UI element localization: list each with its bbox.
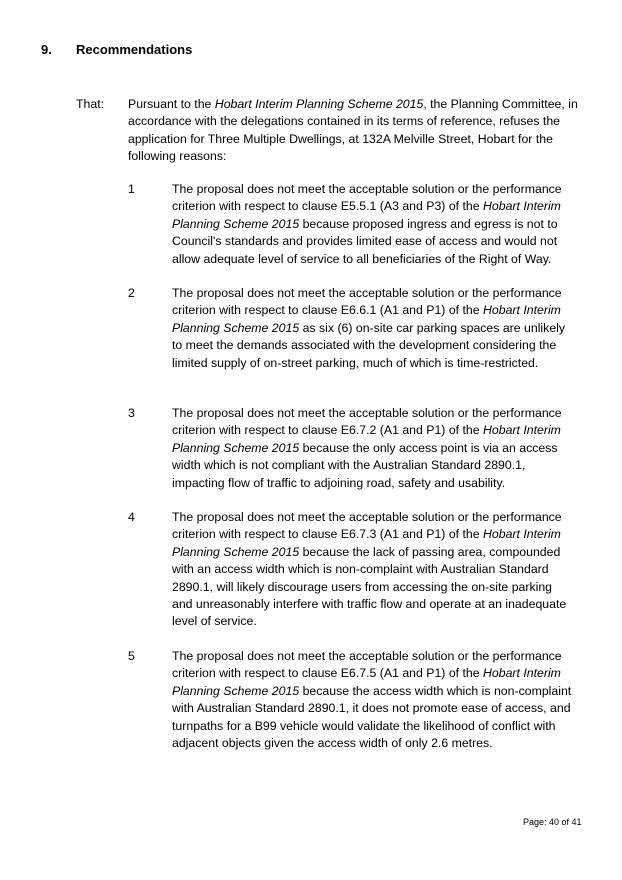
reason-number: 3 [128,406,135,420]
that-label: That: [76,97,105,111]
reason-text: The proposal does not meet the acceptable solution or the performance criterion with respect to clause E6.6.1 (A1 and P1) of the Hobart Interim Planning Scheme 2015 as six (6) on-site car parking spaces are unlikely to meet the demands associated with the development considering the limited supply of on-street parking, much of which is time-restricted. [172,286,566,370]
reason-text: The proposal does not meet the acceptable solution or the performance criterion with respect to clause E6.7.3 (A1 and P1) of the Hobart Interim Planning Scheme 2015 because the lack of passing area, compounded with an access width which is non-complaint with Australian Standard 2890.1, will likely discourage users from accessing the on-site parking and unreasonably interfere with traffic flow and operate at an inadequate level of service. [172,510,567,629]
section-heading [0,41,622,59]
intro-paragraph [128,96,583,166]
section-title: Recommendations [76,42,193,57]
intro-scheme: Hobart Interim Planning Scheme 2015 [214,97,424,111]
intro-post: , the Planning Committee, in accordance with the delegations contained in its terms of reference, refuses the application for Three Multiple Dwellings, at 132A Melville Street, Hobart for the following reasons: [128,97,578,164]
reason-text: The proposal does not meet the acceptable solution or the performance criterion with respect to clause E5.5.1 (A3 and P3) of the Hobart Interim Planning Scheme 2015 because proposed ingress and egress is not to Council's standards and provides limited ease of access and would not allow adequate level of service to all beneficiaries of the Right of Way. [172,182,562,266]
reason-number: 1 [128,182,135,196]
intro-pre: Pursuant to the [128,97,215,111]
section-number: 9. [41,42,52,57]
reason-text: The proposal does not meet the acceptable solution or the performance criterion with respect to clause E6.7.5 (A1 and P1) of the Hobart Interim Planning Scheme 2015 because the access width which is non-complaint with Australian Standard 2890.1, it does not promote ease of access, and turnpaths for a B99 vehicle would validate the likelihood of conflict with adjacent objects given the access width of only 2.6 metres. [172,649,572,751]
reason-number: 5 [128,649,135,663]
reason-text: The proposal does not meet the acceptable solution or the performance criterion with respect to clause E6.7.2 (A1 and P1) of the Hobart Interim Planning Scheme 2015 because the only access point is via an access width which is not compliant with the Australian Standard 2890.1, impacting flow of traffic to adjoining road, safety and usability. [172,406,562,490]
reason-number: 2 [128,286,135,300]
page-number: Page: 40 of 41 [523,817,582,827]
reason-number: 4 [128,510,135,524]
